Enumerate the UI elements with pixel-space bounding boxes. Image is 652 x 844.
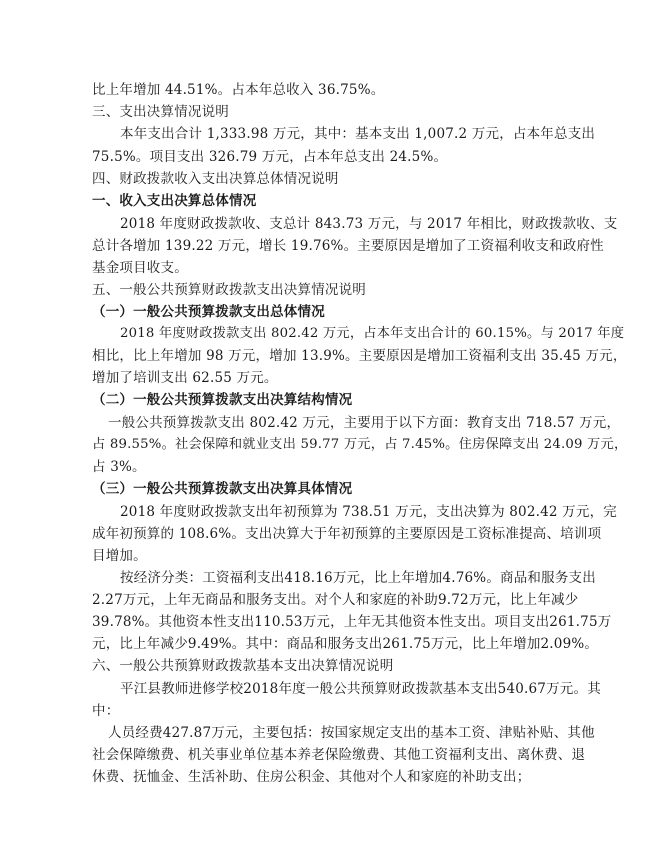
text-line: 本年支出合计 1,333.98 万元，其中：基本支出 1,007.2 万元，占本年总支出 [120, 126, 596, 142]
bold-heading: 一、收入支出决算总体情况 [92, 193, 257, 209]
text-line: 占 89.55%。社会保障和就业支出 59.77 万元，占 7.45%。住房保障支出 24.09 万元， [92, 437, 628, 452]
bold-heading: （一）一般公共预算拨款支出总体情况 [92, 304, 325, 320]
text-line: 基金项目收支。 [92, 260, 188, 276]
text-line: 目增加。 [92, 548, 147, 564]
text-line: 一般公共预算拨款支出 802.42 万元，主要用于以下方面：教育支出 718.57 万元， [108, 415, 621, 431]
text-line: 人员经费427.87万元，主要包括：按国家规定支出的基本工资、津贴补贴、其他 [108, 725, 595, 741]
text-line: 中： [92, 703, 120, 719]
text-line: 平江县教师进修学校2018年度一般公共预算财政拨款基本支出540.67万元。其 [120, 681, 601, 697]
text-line: 比上年增加 44.51%。占本年总收入 36.75%。 [92, 82, 385, 98]
text-line: 相比，比上年增加 98 万元，增加 13.9%。主要原因是增加工资福利支出 35.45 万元， [92, 348, 627, 364]
section-heading: 四、财政拨款收入支出决算总体情况说明 [92, 171, 339, 187]
text-line: 社会保障缴费、机关事业单位基本养老保险缴费、其他工资福利支出、离休费、退 [92, 747, 586, 763]
text-line: 成年初预算的 108.6%。支出决算大于年初预算的主要原因是工资标准提高、培训项 [92, 526, 602, 542]
text-line: 2018 年度财政拨款支出 802.42 万元，占本年支出合计的 60.15%。与 2017 年度 [120, 326, 625, 341]
bold-heading: （三）一般公共预算拨款支出决算具体情况 [92, 481, 353, 497]
text-line: 按经济分类：工资福利支出418.16万元，比上年增加4.76%。商品和服务支出 [120, 570, 596, 586]
text-line: 2.27万元，上年无商品和服务支出。对个人和家庭的补助9.72万元，比上年减少 [92, 592, 579, 608]
text-line: 75.5%。项目支出 326.79 万元，占本年总支出 24.5%。 [92, 149, 448, 165]
text-line: 元，比上年减少9.49%。其中：商品和服务支出261.75万元，比上年增加2.09%。 [92, 636, 599, 652]
text-line: 总计各增加 139.22 万元，增长 19.76%。主要原因是增加了工资福利收支和政府性 [92, 238, 604, 254]
text-line: 增加了培训支出 62.55 万元。 [92, 370, 278, 386]
text-line: 休费、抚恤金、生活补助、住房公积金、其他对个人和家庭的补助支出； [92, 769, 531, 785]
bold-heading: （二）一般公共预算拨款支出决算结构情况 [92, 392, 353, 408]
text-line: 2018 年度财政拨款支出年初预算为 738.51 万元，支出决算为 802.42 万元，完 [120, 504, 617, 520]
section-heading: 五、一般公共预算财政拨款支出决算情况说明 [92, 282, 366, 298]
text-line: 2018 年度财政拨款收、支总计 843.73 万元，与 2017 年相比，财政拨款收、支 [120, 216, 618, 232]
text-line: 39.78%。其他资本性支出110.53万元，上年无其他资本性支出。项目支出261.75万 [92, 614, 612, 630]
section-heading: 三、支出决算情况说明 [92, 104, 229, 120]
section-heading: 六、一般公共预算财政拨款基本支出决算情况说明 [92, 658, 394, 674]
text-line: 占 3%。 [92, 459, 146, 475]
